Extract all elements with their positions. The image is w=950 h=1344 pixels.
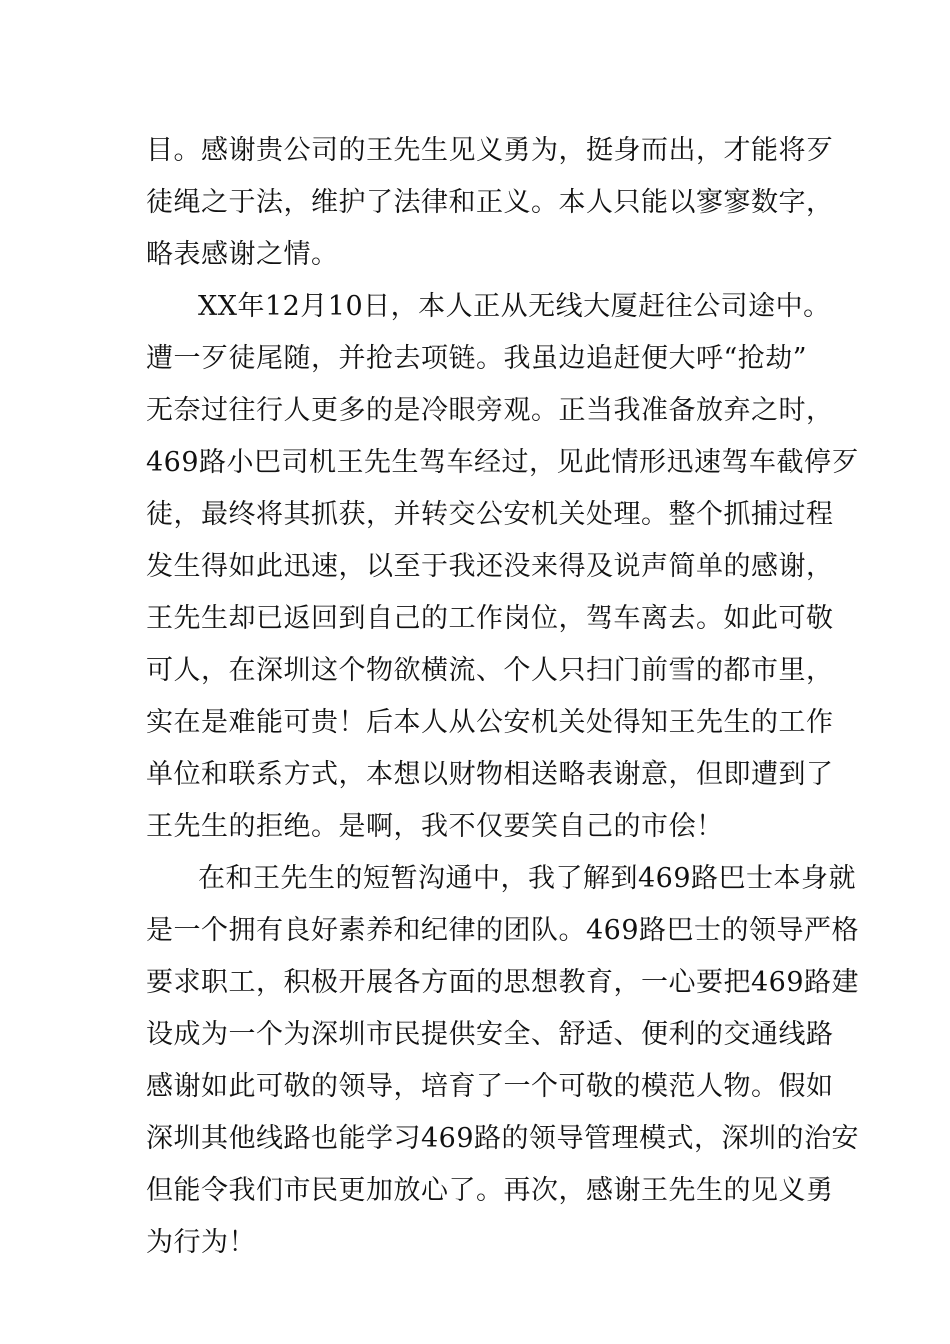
text-line: 实在是难能可贵！后本人从公安机关处得知王先生的工作	[146, 707, 834, 738]
text-line: 徒，最终将其抓获，并转交公安机关处理。整个抓捕过程	[146, 499, 834, 530]
text-line: 是一个拥有良好素养和纪律的团队。469路巴士的领导严格	[146, 915, 860, 946]
text-line: 无奈过往行人更多的是冷眼旁观。正当我准备放弃之时，	[146, 395, 834, 426]
text-line: 目。感谢贵公司的王先生见义勇为，挺身而出，才能将歹	[146, 135, 834, 166]
text-line: 单位和联系方式，本想以财物相送略表谢意，但即遭到了	[146, 759, 834, 790]
text-line: 略表感谢之情。	[146, 239, 339, 270]
paragraph-start-line: XX年12月10日，本人正从无线大厦赶往公司途中。	[198, 291, 831, 322]
text-line: 遭一歹徒尾随，并抢去项链。我虽边追赶便大呼“抢劫”	[146, 343, 808, 374]
text-line: 感谢如此可敬的领导，培育了一个可敬的模范人物。假如	[146, 1071, 834, 1102]
paragraph-start-line: 在和王先生的短暂沟通中，我了解到469路巴士本身就	[198, 863, 857, 894]
text-line: 可人，在深圳这个物欲横流、个人只扫门前雪的都市里，	[146, 655, 834, 686]
text-line: 王先生的拒绝。是啊，我不仅要笑自己的市侩！	[146, 811, 724, 842]
text-line: 但能令我们市民更加放心了。再次，感谢王先生的见义勇	[146, 1175, 834, 1206]
text-line: 深圳其他线路也能学习469路的领导管理模式，深圳的治安	[146, 1123, 860, 1154]
text-line: 要求职工，积极开展各方面的思想教育，一心要把469路建	[146, 967, 860, 998]
text-line: 为行为！	[146, 1227, 256, 1258]
text-line: 徒绳之于法，维护了法律和正义。本人只能以寥寥数字，	[146, 187, 834, 218]
text-line: 王先生却已返回到自己的工作岗位，驾车离去。如此可敬	[146, 603, 834, 634]
text-line: 469路小巴司机王先生驾车经过，见此情形迅速驾车截停歹	[146, 447, 860, 478]
text-line: 设成为一个为深圳市民提供安全、舒适、便利的交通线路	[146, 1019, 834, 1050]
text-line: 发生得如此迅速，以至于我还没来得及说声简单的感谢，	[146, 551, 834, 582]
